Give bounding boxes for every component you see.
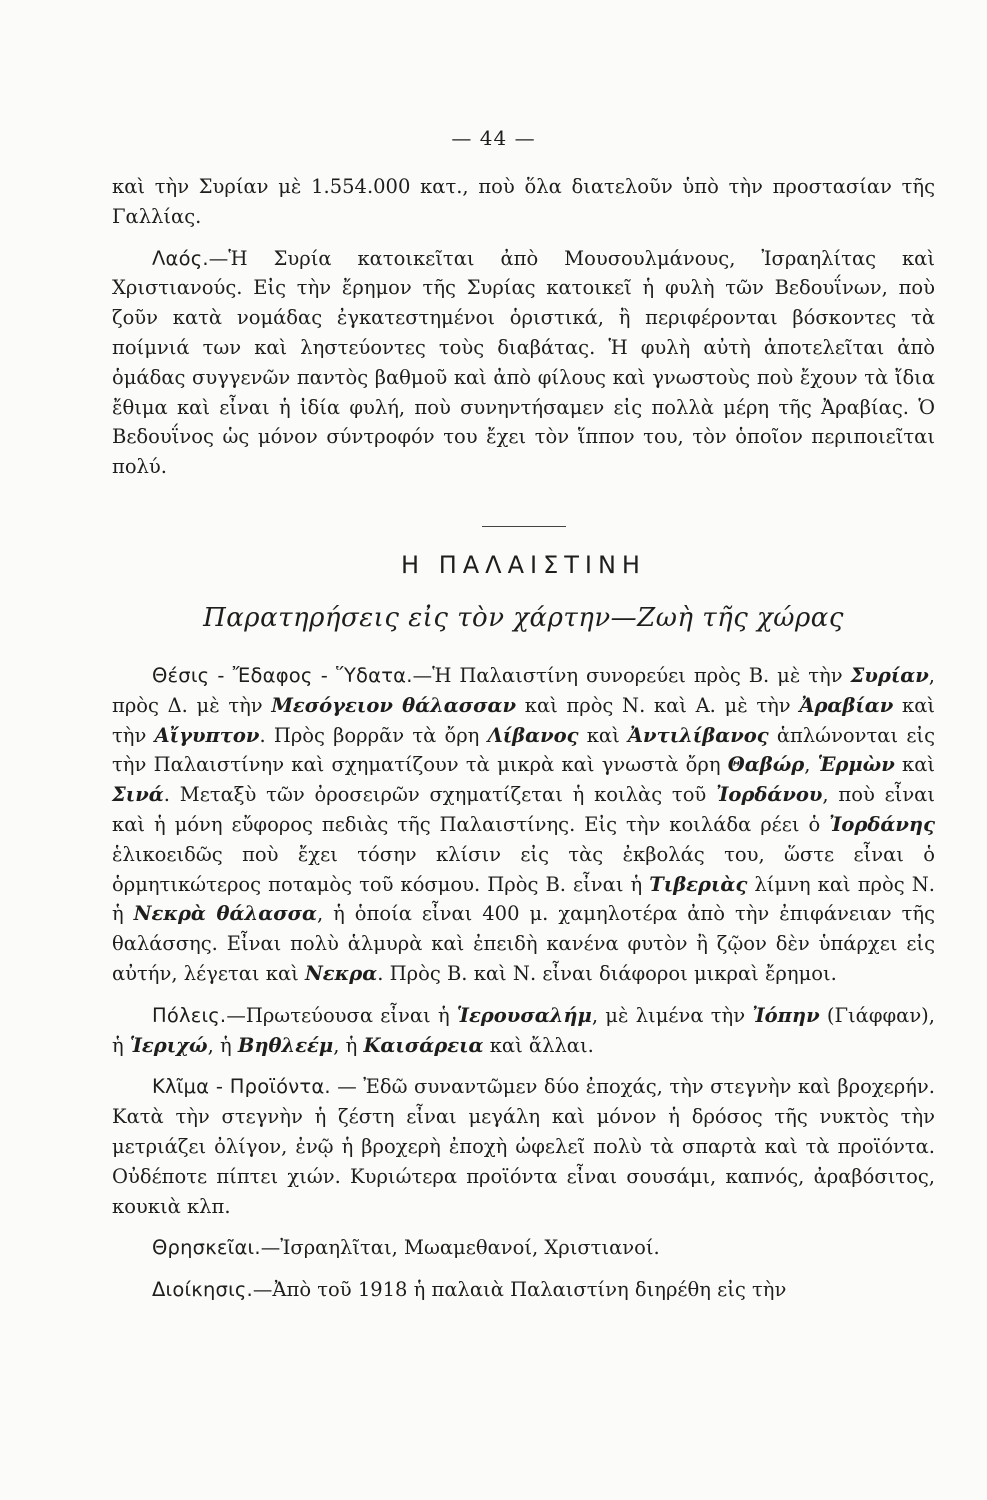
- place-name: Ἰορδάνης: [829, 812, 935, 836]
- paragraph-text: —Ἡ Συρία κατοικεῖται ἀπὸ Μουσουλμάνους, Ἰσραηλίτας καὶ Χριστιανούς. Εἰς τὴν ἔρημον τῆς Συρίας κατοικεῖ ἡ φυλὴ τῶν Βεδουΐνων, ποὺ ζοῦν κατὰ νομάδας ἐγκατεστημένοι ὁριστικά, ἢ περιφέρονται βόσκοντες τὰ ποίμνιά των καὶ ληστεύοντες τοὺς διαβάτας. Ἡ φυλὴ αὐτὴ ἀποτελεῖται ἀπὸ ὁμάδας συγγενῶν παντὸς βαθμοῦ καὶ ἀπὸ φίλους καὶ γνωστοὺς ποὺ ἔχουν τὰ ἴδια ἔθιμα καὶ εἶναι ἡ ἰδία φυλή, ποὺ συνηντήσαμεν εἰς πολλὰ μέρη τῆς Ἀραβίας. Ὁ Βεδουΐνος ὡς μόνον σύντροφόν του ἔχει τὸν ἵππον του, τὸν ὁποῖον περιποιεῖται πολύ.: [112, 246, 935, 479]
- section-heading: Διοίκησις.: [152, 1278, 253, 1302]
- section-heading: Πόλεις.: [152, 1003, 227, 1027]
- place-name: Ἱερουσαλήμ: [456, 1003, 592, 1027]
- place-name: Ἱεριχώ: [129, 1033, 208, 1057]
- paragraph-text: — Ἐδῶ συναντῶμεν δύο ἐποχάς, τὴν στεγνὴν καὶ βροχερήν. Κατὰ τὴν στεγνὴν ἡ ζέστη εἶναι μεγάλη καὶ μόνον ἡ δρόσος τῆς νυκτὸς τὴν μετριάζει ὀλίγον, ἐνῷ ἡ βροχερὴ ἐποχὴ ὠφελεῖ πολὺ τὰ σπαρτὰ καὶ τὰ προϊόντα. Οὐδέποτε πίπτει χιών. Κυριώτερα προϊόντα εἶναι σουσάμι, καπνός, ἀραβόσιτος, κουκιὰ κλπ.: [112, 1075, 935, 1218]
- chapter-title: Η ΠΑΛΑΙΣΤΙΝΗ: [401, 550, 646, 579]
- paragraph-text: καὶ τὴν Συρίαν μὲ 1.554.000 κατ., ποὺ ὅλα διατελοῦν ὑπὸ τὴν προστασίαν τῆς Γαλλίας.: [112, 175, 935, 228]
- place-name: Ἀραβίαν: [799, 693, 894, 717]
- paragraph-text: καὶ: [894, 753, 936, 777]
- place-name: Βηθλεέμ: [237, 1033, 334, 1057]
- paragraph: [112, 1072, 935, 1221]
- paragraph: [112, 1233, 935, 1263]
- paragraph-text: . Πρὸς βορρᾶν τὰ ὄρη: [259, 723, 488, 747]
- place-name: Ἀντιλίβανος: [627, 723, 769, 747]
- paragraph-text: —Πρωτεύουσα εἶναι ἡ: [226, 1003, 457, 1027]
- paragraph: [112, 172, 935, 232]
- paragraph-text: , ποὺ εἶναι καὶ ἡ μόνη εὔφορος πεδιὰς τῆς Παλαιστίνης. Εἰς τὴν κοιλάδα ρέει ὁ: [112, 783, 935, 836]
- paragraph: [112, 661, 935, 989]
- place-name: Συρίαν: [850, 663, 929, 687]
- place-name: Τιβεριὰς: [649, 872, 748, 896]
- paragraph-text: καὶ πρὸς Ν. καὶ Α. μὲ τὴν: [516, 693, 800, 717]
- place-name: Νεκρα: [304, 961, 378, 985]
- paragraph: [112, 1275, 935, 1305]
- place-name: Αἴγυπτον: [154, 723, 260, 747]
- paragraph-text: (Γιάφφαν), ἡ: [112, 1003, 935, 1057]
- paragraph-text: καὶ ἄλλαι.: [483, 1033, 594, 1057]
- chapter-paragraphs: [112, 661, 935, 1305]
- place-name: Καισάρεια: [363, 1033, 484, 1057]
- paragraph-text: ἁπλώνονται εἰς τὴν Παλαιστίνην καὶ σχηματίζουν τὰ μικρὰ καὶ γνωστὰ ὄρη: [112, 723, 935, 777]
- paragraph-text: —Ἀπὸ τοῦ 1918 ἡ παλαιὰ Παλαιστίνη διηρέθη εἰς τὴν: [252, 1278, 787, 1302]
- paragraph-text: . Μεταξὺ τῶν ὀροσειρῶν σχηματίζεται ἡ κοιλὰς τοῦ: [163, 783, 717, 807]
- section-heading: Κλῖμα - Προϊόντα.: [152, 1075, 331, 1099]
- paragraph-text: ἑλικοειδῶς ποὺ ἔχει τόσην κλίσιν εἰς τὰς ἐκβολάς του, ὥστε εἶναι ὁ ὁρμητικώτερος ποταμὸς τοῦ κόσμου. Πρὸς Β. εἶναι ἡ: [112, 842, 935, 896]
- section-heading: Θέσις - Ἔδαφος - Ὕδατα.: [152, 663, 413, 687]
- place-name: Μεσόγειον θάλασσαν: [271, 693, 517, 717]
- paragraph-text: —Ἰσραηλῖται, Μωαμεθανοί, Χριστιανοί.: [260, 1236, 660, 1260]
- paragraph-text: καὶ τὴν: [112, 693, 936, 747]
- paragraph-text: , ἡ: [333, 1033, 364, 1057]
- place-name: Σινά: [112, 783, 164, 807]
- place-name: Ἰορδάνου: [716, 783, 823, 807]
- paragraph-text: , μὲ λιμένα τὴν: [591, 1003, 753, 1027]
- paragraph-text: , ἡ ὁποία εἶναι 400 μ. χαμηλοτέρα ἀπὸ τὴν ἐπιφάνειαν τῆς θαλάσσης. Εἶναι πολὺ ἁλμυρὰ καὶ ἐπειδὴ κανένα φυτὸν ἢ ζῷον δὲν ὑπάρχει εἰς αὐτήν, λέγεται καὶ: [112, 902, 936, 985]
- paragraph: [112, 1001, 935, 1061]
- place-name: Λίβανος: [487, 723, 579, 747]
- place-name: Θαβώρ: [727, 753, 805, 777]
- paragraph-text: ,: [804, 753, 818, 777]
- place-name: Ἑρμὼν: [817, 753, 895, 777]
- paragraph: [112, 244, 935, 482]
- paragraph-text: , πρὸς Δ. μὲ τὴν: [112, 663, 935, 717]
- section-heading: Θρησκεῖαι.: [152, 1236, 261, 1260]
- page-number: — 44 —: [451, 126, 536, 150]
- section-divider: [482, 526, 566, 527]
- section-heading: Λαός.: [152, 246, 209, 270]
- paragraph-text: . Πρὸς Β. καὶ Ν. εἶναι διάφοροι μικραὶ ἔρημοι.: [377, 961, 837, 985]
- intro-paragraphs: [112, 172, 935, 482]
- place-name: Νεκρὰ θάλασσα: [133, 902, 317, 926]
- paragraph-text: —Ἡ Παλαιστίνη συνορεύει πρὸς Β. μὲ τὴν: [412, 663, 851, 687]
- chapter-subtitle: Παρατηρήσεις εἰς τὸν χάρτην—Ζωὴ τῆς χώρας: [203, 602, 844, 633]
- place-name: Ἰόπην: [752, 1003, 820, 1027]
- paragraph-text: , ἡ: [207, 1033, 238, 1057]
- page-content: [112, 172, 935, 1305]
- paragraph-text: καὶ: [578, 723, 628, 747]
- paragraph-text: λίμνη καὶ πρὸς Ν. ἡ: [112, 872, 935, 926]
